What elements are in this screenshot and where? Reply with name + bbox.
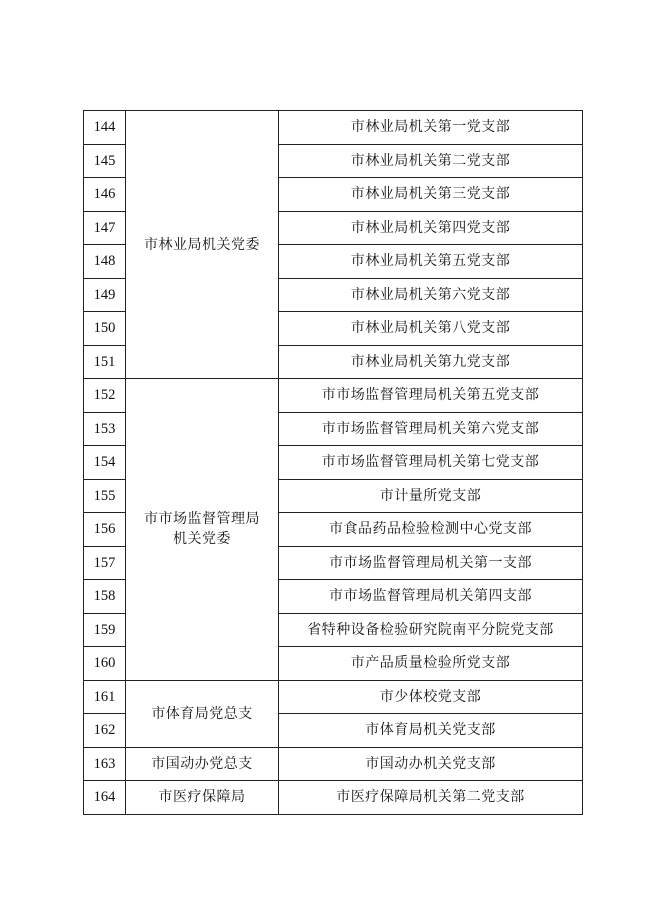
row-number: 164: [84, 781, 126, 815]
row-number: 156: [84, 513, 126, 547]
branch-name: 市医疗保障局机关第二党支部: [279, 781, 583, 815]
row-number: 146: [84, 178, 126, 212]
org-cell-market-supervision: [126, 379, 279, 681]
branch-name: 市产品质量检验所党支部: [279, 647, 583, 681]
branch-name: 市市场监督管理局机关第五党支部: [279, 379, 583, 413]
row-number: 160: [84, 647, 126, 681]
branch-name: 市国动办机关党支部: [279, 747, 583, 781]
row-number: 162: [84, 714, 126, 748]
row-number: 153: [84, 412, 126, 446]
table-row: [84, 379, 583, 413]
org-cell-medical: 市医疗保障局: [126, 781, 279, 815]
row-number: 154: [84, 446, 126, 480]
branch-name: 市市场监督管理局机关第四支部: [279, 580, 583, 614]
branch-name: 市食品药品检验检测中心党支部: [279, 513, 583, 547]
branch-name: 市少体校党支部: [279, 680, 583, 714]
branch-name: 市林业局机关第二党支部: [279, 144, 583, 178]
branch-name: 市计量所党支部: [279, 479, 583, 513]
branch-name: 市林业局机关第五党支部: [279, 245, 583, 279]
branch-name: 市林业局机关第六党支部: [279, 278, 583, 312]
row-number: 158: [84, 580, 126, 614]
org-cell-sports: 市体育局党总支: [126, 680, 279, 747]
org-name-line-1: 市市场监督管理局: [144, 511, 260, 528]
row-number: 148: [84, 245, 126, 279]
branch-name: 市林业局机关第三党支部: [279, 178, 583, 212]
branch-name: 省特种设备检验研究院南平分院党支部: [279, 613, 583, 647]
row-number: 157: [84, 546, 126, 580]
table-row: [84, 781, 583, 815]
branch-name: 市市场监督管理局机关第一支部: [279, 546, 583, 580]
row-number: 159: [84, 613, 126, 647]
row-number: 145: [84, 144, 126, 178]
org-cell-forestry: 市林业局机关党委: [126, 111, 279, 379]
branch-name: 市市场监督管理局机关第六党支部: [279, 412, 583, 446]
branch-name: 市林业局机关第一党支部: [279, 111, 583, 145]
row-number: 155: [84, 479, 126, 513]
org-cell-civil-defense: 市国动办党总支: [126, 747, 279, 781]
party-branch-table: [83, 110, 583, 815]
row-number: 161: [84, 680, 126, 714]
branch-name: 市市场监督管理局机关第七党支部: [279, 446, 583, 480]
table-row: [84, 747, 583, 781]
row-number: 151: [84, 345, 126, 379]
row-number: 150: [84, 312, 126, 346]
row-number: 144: [84, 111, 126, 145]
table-row: [84, 111, 583, 145]
branch-name: 市林业局机关第九党支部: [279, 345, 583, 379]
branch-name: 市林业局机关第四党支部: [279, 211, 583, 245]
table-row: [84, 680, 583, 714]
branch-name: 市林业局机关第八党支部: [279, 312, 583, 346]
row-number: 147: [84, 211, 126, 245]
row-number: 152: [84, 379, 126, 413]
branch-name: 市体育局机关党支部: [279, 714, 583, 748]
row-number: 149: [84, 278, 126, 312]
row-number: 163: [84, 747, 126, 781]
org-name-line-2: 机关党委: [173, 531, 231, 548]
